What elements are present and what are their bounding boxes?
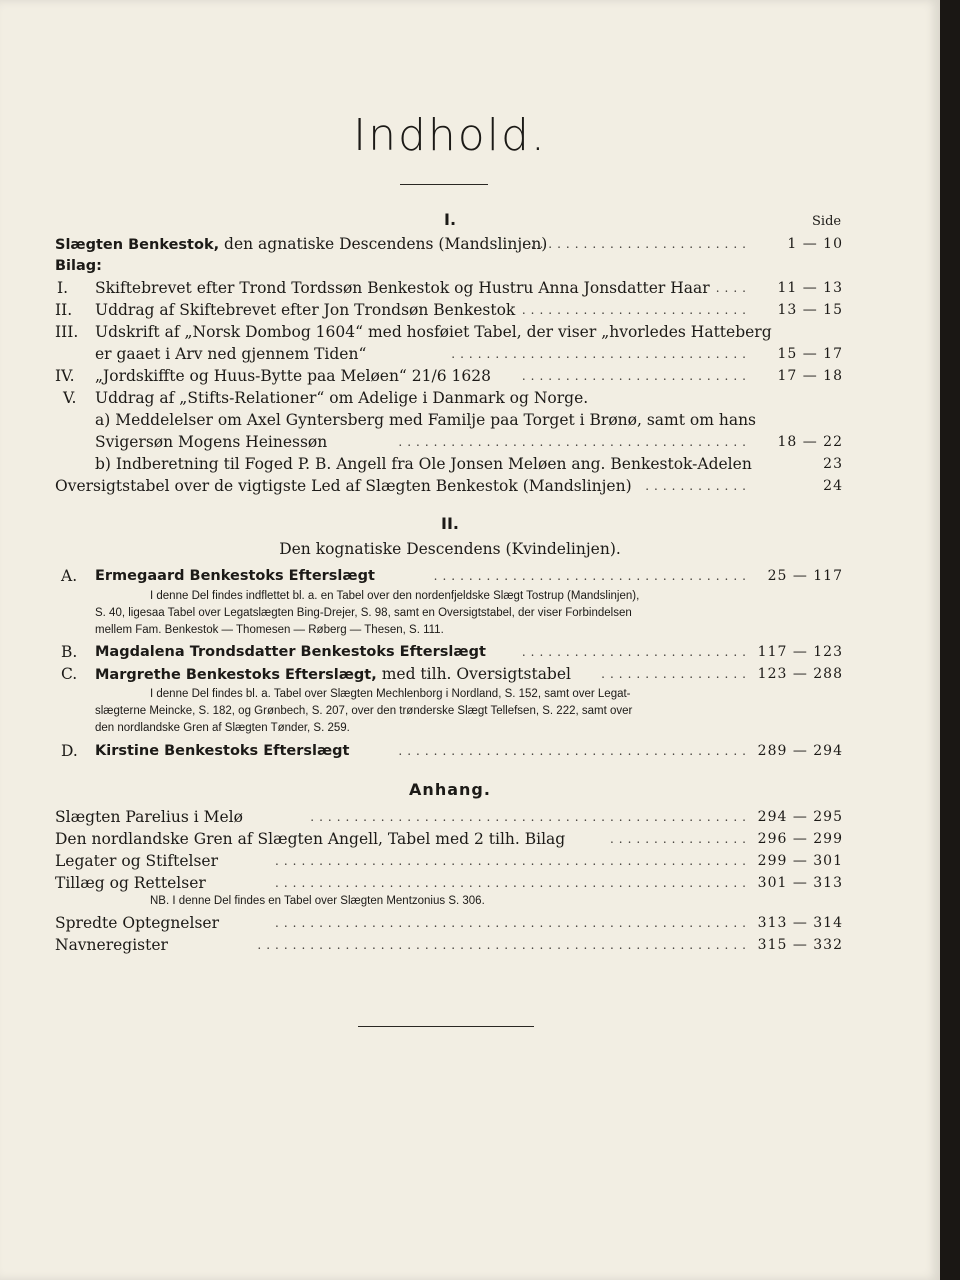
section-subtitle: Den kognatiske Descendens (Kvindelinjen). bbox=[279, 540, 621, 558]
leader-dots: .......................... bbox=[521, 303, 751, 317]
entry-pages: 117 — 123 bbox=[757, 644, 843, 660]
entry-pages: 18 — 22 bbox=[777, 434, 843, 450]
toc-entry bbox=[55, 828, 843, 850]
entry-number: III. bbox=[55, 323, 79, 341]
toc-entry bbox=[55, 872, 843, 894]
entry-pages: 25 — 117 bbox=[767, 568, 843, 584]
toc-entry bbox=[55, 475, 843, 497]
entry-pages: 123 — 288 bbox=[757, 666, 843, 682]
section-heading-anhang: Anhang. bbox=[409, 780, 491, 799]
leader-dots: ...................................................... bbox=[275, 854, 751, 868]
toc-entry bbox=[55, 740, 843, 762]
entry-text: Den nordlandske Gren af Slægten Angell, Tabel med 2 tilh. Bilag bbox=[55, 830, 566, 848]
leader-dots: .................................... bbox=[433, 569, 751, 583]
entry-text: b) Indberetning til Foged P. B. Angell fra Ole Jonsen Meløen ang. Benkestok-Adelen bbox=[95, 455, 752, 473]
leader-dots: .... bbox=[715, 281, 751, 295]
note-line: I denne Del findes bl. a. Tabel over Slægten Mechlenborg i Nordland, S. 152, samt over Legat- bbox=[150, 688, 631, 700]
toc-entry bbox=[55, 934, 843, 956]
entry-number: IV. bbox=[55, 367, 75, 385]
entry-pages: 17 — 18 bbox=[777, 368, 843, 384]
note-line: slægterne Meincke, S. 182, og Grønbech, S. 207, over den trønderske Slægt Tellefsen, S. 222, samt over bbox=[95, 705, 633, 717]
entry-bold-title: Kirstine Benkestoks Efterslægt bbox=[95, 743, 350, 759]
entry-text: Svigersøn Mogens Heinessøn bbox=[95, 433, 328, 451]
page-title: Indhold. bbox=[353, 110, 547, 161]
entry-number: C. bbox=[61, 665, 78, 683]
entry-pages: 289 — 294 bbox=[757, 743, 843, 759]
section-heading-1: I. bbox=[443, 210, 457, 229]
entry-text: Udskrift af „Norsk Dombog 1604“ med hosføiet Tabel, der viser „hvorledes Hatteberg bbox=[95, 323, 772, 341]
entry-text: med tilh. Oversigtstabel bbox=[381, 665, 571, 683]
end-rule bbox=[358, 1026, 534, 1027]
toc-entry bbox=[55, 387, 843, 409]
entry-pages: 315 — 332 bbox=[757, 937, 843, 953]
toc-entry bbox=[55, 365, 843, 387]
entry-pages: 15 — 17 bbox=[777, 346, 843, 362]
note-line: NB. I denne Del findes en Tabel over Slægten Mentzonius S. 306. bbox=[150, 895, 485, 907]
entry-number: V. bbox=[63, 389, 77, 407]
entry-text: Uddrag af „Stifts-Relationer“ om Adelige i Danmark og Norge. bbox=[95, 389, 589, 407]
bilag-heading bbox=[55, 255, 843, 277]
entry-pages: 13 — 15 bbox=[777, 302, 843, 318]
entry-number: I. bbox=[57, 279, 69, 297]
note-line: I denne Del findes indflettet bl. a. en Tabel over den nordenfjeldske Slægt Tostrup (Mandslinjen), bbox=[150, 590, 640, 602]
entry-text: „Jordskiffte og Huus-Bytte paa Meløen“ 21/6 1628 bbox=[95, 367, 491, 385]
note-line: S. 40, ligesaa Tabel over Legatslægten Bing-Drejer, S. 98, samt en Oversigtstabel, der viser Forbindelsen bbox=[95, 607, 632, 619]
entry-bold-title: Magdalena Trondsdatter Benkestoks Efterslægt bbox=[95, 644, 486, 660]
leader-dots: .......................... bbox=[521, 237, 751, 251]
entry-text: Legater og Stiftelser bbox=[55, 852, 218, 870]
leader-dots: ............ bbox=[645, 479, 751, 493]
entry-bold-title: Ermegaard Benkestoks Efterslægt bbox=[95, 568, 375, 584]
toc-entry bbox=[55, 343, 843, 365]
leader-dots: ........................................ bbox=[398, 435, 751, 449]
entry-text: Slægten Parelius i Melø bbox=[55, 808, 243, 826]
entry-text: Uddrag af Skiftebrevet efter Jon Trondsøn Benkestok bbox=[95, 301, 516, 319]
title-rule bbox=[400, 184, 488, 185]
entry-pages: 1 — 10 bbox=[787, 236, 843, 252]
leader-dots: ...................................................... bbox=[275, 876, 751, 890]
toc-entry bbox=[55, 299, 843, 321]
bilag-label: Bilag: bbox=[55, 258, 102, 274]
entry-number: D. bbox=[61, 742, 78, 760]
toc-entry bbox=[55, 850, 843, 872]
toc-entry bbox=[55, 641, 843, 663]
entry-note bbox=[95, 588, 840, 639]
entry-text: Oversigtstabel over de vigtigste Led af Slægten Benkestok (Mandslinjen) bbox=[55, 477, 632, 495]
leader-dots: ................ bbox=[609, 832, 751, 846]
entry-pages: 296 — 299 bbox=[757, 831, 843, 847]
toc-entry bbox=[55, 233, 843, 255]
leader-dots: ........................................................ bbox=[257, 938, 751, 952]
note-line: mellem Fam. Benkestok — Thomesen — Røberg — Thesen, S. 111. bbox=[95, 624, 444, 636]
entry-text: den agnatiske Descendens (Mandslinjen) bbox=[224, 235, 548, 253]
leader-dots: .................................. bbox=[451, 347, 751, 361]
leader-dots: ...................................................... bbox=[275, 916, 751, 930]
leader-dots: .......................... bbox=[521, 369, 751, 383]
entry-pages: 299 — 301 bbox=[757, 853, 843, 869]
leader-dots: .......................... bbox=[521, 645, 751, 659]
entry-text: Tillæg og Rettelser bbox=[55, 874, 206, 892]
entry-note bbox=[150, 893, 895, 910]
entry-pages: 301 — 313 bbox=[757, 875, 843, 891]
entry-pages: 24 bbox=[823, 478, 843, 494]
entry-note bbox=[95, 686, 840, 737]
section-heading-2: II. bbox=[441, 514, 459, 533]
entry-text: Navneregister bbox=[55, 936, 168, 954]
toc-entry bbox=[55, 409, 843, 431]
toc-entry bbox=[55, 277, 843, 299]
leader-dots: ................. bbox=[601, 667, 751, 681]
toc-entry bbox=[55, 321, 843, 343]
side-label: Side bbox=[812, 214, 842, 229]
leader-dots: .................................................. bbox=[310, 810, 751, 824]
entry-bold-title: Slægten Benkestok, bbox=[55, 237, 220, 253]
note-line: den nordlandske Gren af Slægten Tønder, S. 259. bbox=[95, 722, 350, 734]
entry-text: Spredte Optegnelser bbox=[55, 914, 219, 932]
entry-text: a) Meddelelser om Axel Gyntersberg med Familje paa Torget i Brønø, samt om hans bbox=[95, 411, 757, 429]
toc-entry bbox=[55, 806, 843, 828]
entry-number: II. bbox=[55, 301, 73, 319]
toc-entry bbox=[55, 912, 843, 934]
toc-entry bbox=[55, 663, 843, 685]
entry-pages: 23 bbox=[823, 456, 843, 472]
entry-number: A. bbox=[61, 567, 78, 585]
entry-pages: 313 — 314 bbox=[757, 915, 843, 931]
entry-text: er gaaet i Arv ned gjennem Tiden“ bbox=[95, 345, 367, 363]
toc-entry bbox=[55, 453, 843, 475]
leader-dots: ........................................ bbox=[398, 744, 751, 758]
entry-pages: 294 — 295 bbox=[757, 809, 843, 825]
entry-text: Skiftebrevet efter Trond Tordssøn Benkestok og Hustru Anna Jonsdatter Haar bbox=[95, 279, 710, 297]
entry-bold-title: Margrethe Benkestoks Efterslægt, bbox=[95, 667, 377, 683]
toc-entry bbox=[55, 431, 843, 453]
entry-number: B. bbox=[61, 643, 78, 661]
toc-entry bbox=[55, 565, 843, 587]
entry-pages: 11 — 13 bbox=[777, 280, 843, 296]
